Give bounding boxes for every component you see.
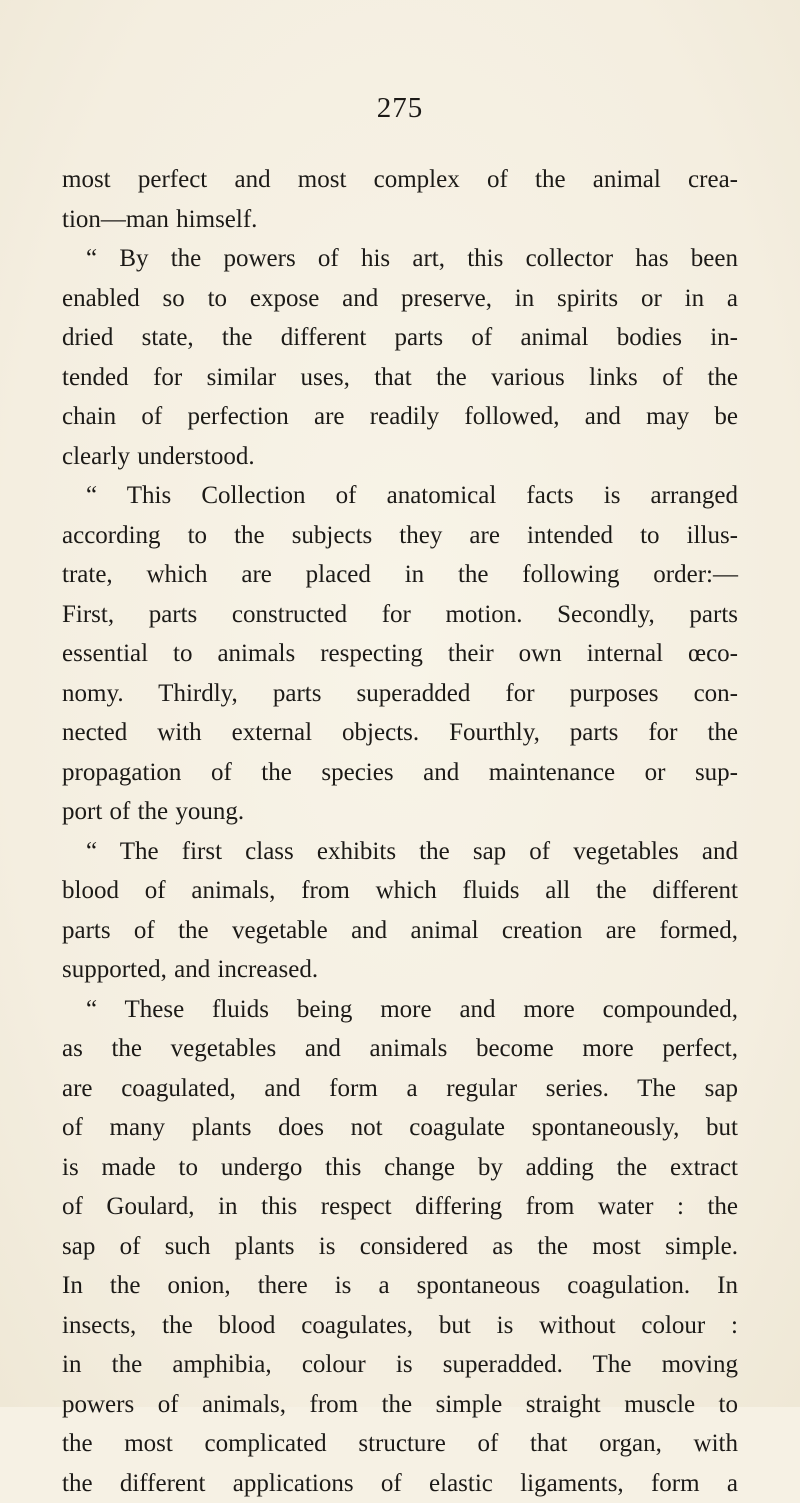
text-line: of many plants does not coagulate spontaneously, but (62, 1108, 738, 1148)
text-line: In the onion, there is a spontaneous coagulation. In (62, 1266, 738, 1306)
text-line: according to the subjects they are intended to illus- (62, 516, 738, 556)
text-line: nomy. Thirdly, parts superadded for purposes con- (62, 674, 738, 714)
text-line: dried state, the different parts of animal bodies in- (62, 318, 738, 358)
text-line: most perfect and most complex of the animal crea- (62, 160, 738, 200)
text-line: insects, the blood coagulates, but is without colour : (62, 1306, 738, 1346)
text-line: port of the young. (62, 792, 738, 832)
text-line: nected with external objects. Fourthly, parts for the (62, 713, 738, 753)
text-line: “ By the powers of his art, this collector has been (62, 239, 738, 279)
text-line: enabled so to expose and preserve, in spirits or in a (62, 279, 738, 319)
text-line: clearly understood. (62, 437, 738, 477)
text-line: “ This Collection of anatomical facts is arranged (62, 476, 738, 516)
text-line: parts of the vegetable and animal creation are formed, (62, 911, 738, 951)
text-line: propagation of the species and maintenance or sup- (62, 753, 738, 793)
page-number: 275 (0, 92, 800, 125)
text-line: is made to undergo this change by adding the extract (62, 1148, 738, 1188)
text-line: essential to animals respecting their own internal œco- (62, 634, 738, 674)
text-line: tended for similar uses, that the various links of the (62, 358, 738, 398)
text-line: of Goulard, in this respect differing from water : the (62, 1187, 738, 1227)
text-line: the most complicated structure of that organ, with (62, 1424, 738, 1464)
text-line: “ The first class exhibits the sap of vegetables and (62, 832, 738, 872)
text-line: sap of such plants is considered as the most simple. (62, 1227, 738, 1267)
text-line: as the vegetables and animals become more perfect, (62, 1029, 738, 1069)
text-line: blood of animals, from which fluids all the different (62, 871, 738, 911)
text-line: trate, which are placed in the following order:— (62, 555, 738, 595)
text-line: powers of animals, from the simple straight muscle to (62, 1385, 738, 1425)
text-line: chain of perfection are readily followed, and may be (62, 397, 738, 437)
text-line: First, parts constructed for motion. Secondly, parts (62, 595, 738, 635)
text-line: in the amphibia, colour is superadded. The moving (62, 1345, 738, 1385)
text-line: the different applications of elastic ligaments, form a (62, 1464, 738, 1503)
text-line: are coagulated, and form a regular series. The sap (62, 1069, 738, 1109)
text-line: supported, and increased. (62, 950, 738, 990)
text-line: “ These fluids being more and more compounded, (62, 990, 738, 1030)
text-line: tion—man himself. (62, 200, 738, 240)
body-text (62, 160, 738, 1503)
